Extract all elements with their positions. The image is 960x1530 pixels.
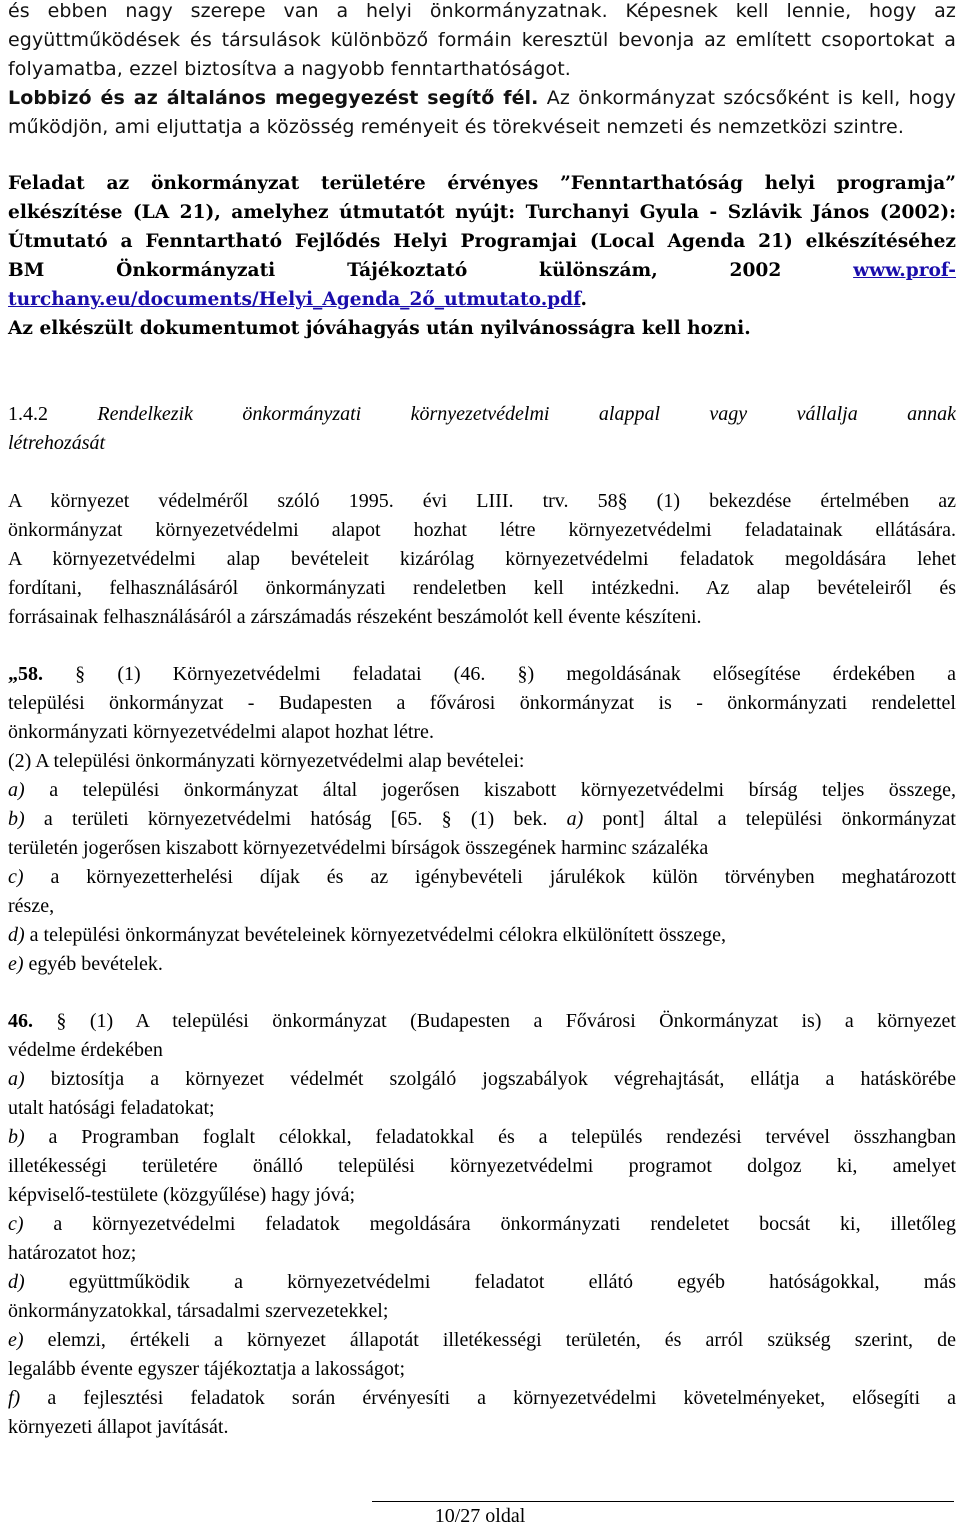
section-number-46: 46. xyxy=(8,1010,33,1032)
paragraph-58 xyxy=(8,660,956,979)
list-item: d) együttműködik a környezetvédelmi feladatot ellátó egyéb hatóságokkal, más xyxy=(8,1271,956,1293)
list-item: d) a települési önkormányzat bevételeinek környezetvédelmi célokra elkülönített összege, xyxy=(8,924,727,946)
lobby-line: Lobbizó és az általános megegyezést segítő fél. Az önkormányzat szócsőként is kell, hogy xyxy=(8,87,956,109)
text-line: működjön, ami eljuttatja a közösség reményeit és törekvéseit nemzeti és nemzetközi szintre. xyxy=(8,116,904,138)
section-number: 1.4.2 xyxy=(8,403,48,425)
section-number-58: „58. xyxy=(8,663,43,685)
intro-paragraph xyxy=(8,0,956,142)
list-item: b) a területi környezetvédelmi hatóság [65. § (1) bek. a) pont] által a települési önkormányzat xyxy=(8,808,956,830)
text-line: védelme érdekében xyxy=(8,1039,163,1061)
text-line: 46. § (1) A települési önkormányzat (Budapesten a Fővárosi Önkormányzat is) a környezet xyxy=(8,1010,956,1032)
text-line: A környezet védelméről szóló 1995. évi LIII. trv. 58§ (1) bekezdése értelmében az xyxy=(8,490,956,512)
text-line: legalább évente egyszer tájékoztatja a lakosságot; xyxy=(8,1358,406,1380)
text-line: önkormányzati környezetvédelmi alapot hozhat létre. xyxy=(8,721,434,743)
text-line: forrásainak felhasználásáról a zárszámadás részeként beszámolót kell évente készíteni. xyxy=(8,606,702,628)
text-line: Az elkészült dokumentumot jóváhagyás után nyilvánosságra kell hozni. xyxy=(8,318,751,339)
text-line: turchany.eu/documents/Helyi_Agenda_2ő_utmutato.pdf. xyxy=(8,289,587,310)
list-item: c) a környezetvédelmi feladatok megoldására önkormányzati rendeletet bocsát ki, illetőleg xyxy=(8,1213,956,1235)
guide-link-continued[interactable]: turchany.eu/documents/Helyi_Agenda_2ő_utmutato.pdf xyxy=(8,289,581,310)
text-line: elkészítése (LA 21), amelyhez útmutatót nyújt: Turchanyi Gyula - Szlávik János (2002): xyxy=(8,202,956,223)
list-item: a) a települési önkormányzat által jogerősen kiszabott környezetvédelmi bírság teljes összege, xyxy=(8,779,956,801)
section-title-line: 1.4.2 Rendelkezik önkormányzati környezetvédelmi alappal vagy vállalja annak xyxy=(8,403,956,425)
list-item: f) a fejlesztési feladatok során érvényesíti a környezetvédelmi követelményeket, elősegíti a xyxy=(8,1387,956,1409)
text-line: Útmutató a Fenntartható Fejlődés Helyi Programjai (Local Agenda 21) elkészítéséhez xyxy=(8,231,956,252)
list-item: e) egyéb bevételek. xyxy=(8,953,163,975)
section-title-line: létrehozását xyxy=(8,432,106,454)
text-line: területén jogerősen kiszabott környezetvédelmi bírságok összegének harminc százaléka xyxy=(8,837,709,859)
text-line: képviselő-testülete (közgyűlése) hagy jóvá; xyxy=(8,1184,356,1206)
text-line: határozatot hoz; xyxy=(8,1242,137,1264)
text-line: A környezetvédelmi alap bevételeit kizárólag környezetvédelmi feladatok megoldására lehet xyxy=(8,548,956,570)
list-item: b) a Programban foglalt célokkal, feladatokkal és a település rendezési tervével összhangban xyxy=(8,1126,956,1148)
page-number: 10/27 oldal xyxy=(434,1505,526,1527)
text-line: környezeti állapot javítását. xyxy=(8,1416,229,1438)
text-line: Feladat az önkormányzat területére érvényes ”Fenntarthatóság helyi programja” xyxy=(8,173,956,194)
text-line: települési önkormányzat - Budapesten a fővárosi önkormányzat is - önkormányzati rendelettel xyxy=(8,692,956,714)
paragraph-46 xyxy=(8,1007,956,1442)
text-line: (2) A települési önkormányzati környezetvédelmi alap bevételei: xyxy=(8,750,525,772)
text-line: BM Önkormányzati Tájékoztató különszám, 2002 www.prof- xyxy=(8,260,956,281)
law-intro-paragraph xyxy=(8,487,956,632)
text-line: illetékességi területére önálló települési környezetvédelmi programot dolgoz ki, amelyet xyxy=(8,1155,956,1177)
text-line: önkormányzatokkal, társadalmi szervezetekkel; xyxy=(8,1300,389,1322)
text-line: fordítani, felhasználásáról önkormányzati rendeletben kell intézkedni. Az alap bevételeiről és xyxy=(8,577,956,599)
footer-divider xyxy=(372,1501,954,1502)
list-item: e) elemzi, értékeli a környezet állapotát illetékességi területén, és arról szükség szerint, de xyxy=(8,1329,956,1351)
list-item: a) biztosítja a környezet védelmét szolgáló jogszabályok végrehajtását, ellátja a hatáskörébe xyxy=(8,1068,956,1090)
list-item: c) a környezetterhelési díjak és az igénybevételi járulékok külön törvényben meghatározott xyxy=(8,866,956,888)
text-line: „58. § (1) Környezetvédelmi feladatai (46. §) megoldásának elősegítése érdekében a xyxy=(8,663,956,685)
text-line: folyamatba, ezzel biztosítva a nagyobb fenntarthatóságot. xyxy=(8,58,571,80)
text-line: utalt hatósági feladatokat; xyxy=(8,1097,215,1119)
section-heading xyxy=(8,400,956,458)
text-line: önkormányzat környezetvédelmi alapot hozhat létre környezetvédelmi feladatainak ellátására. xyxy=(8,519,956,541)
text-line: és ebben nagy szerepe van a helyi önkormányzatnak. Képesnek kell lennie, hogy az xyxy=(8,0,956,22)
text-line: része, xyxy=(8,895,55,917)
task-paragraph xyxy=(8,169,956,343)
guide-link[interactable]: www.prof- xyxy=(853,260,956,281)
lobby-heading: Lobbizó és az általános megegyezést segítő fél. xyxy=(8,87,539,109)
text-line: együttműködések és társulások különböző formáin keresztül bevonja az említett csoportokat a xyxy=(8,29,956,51)
